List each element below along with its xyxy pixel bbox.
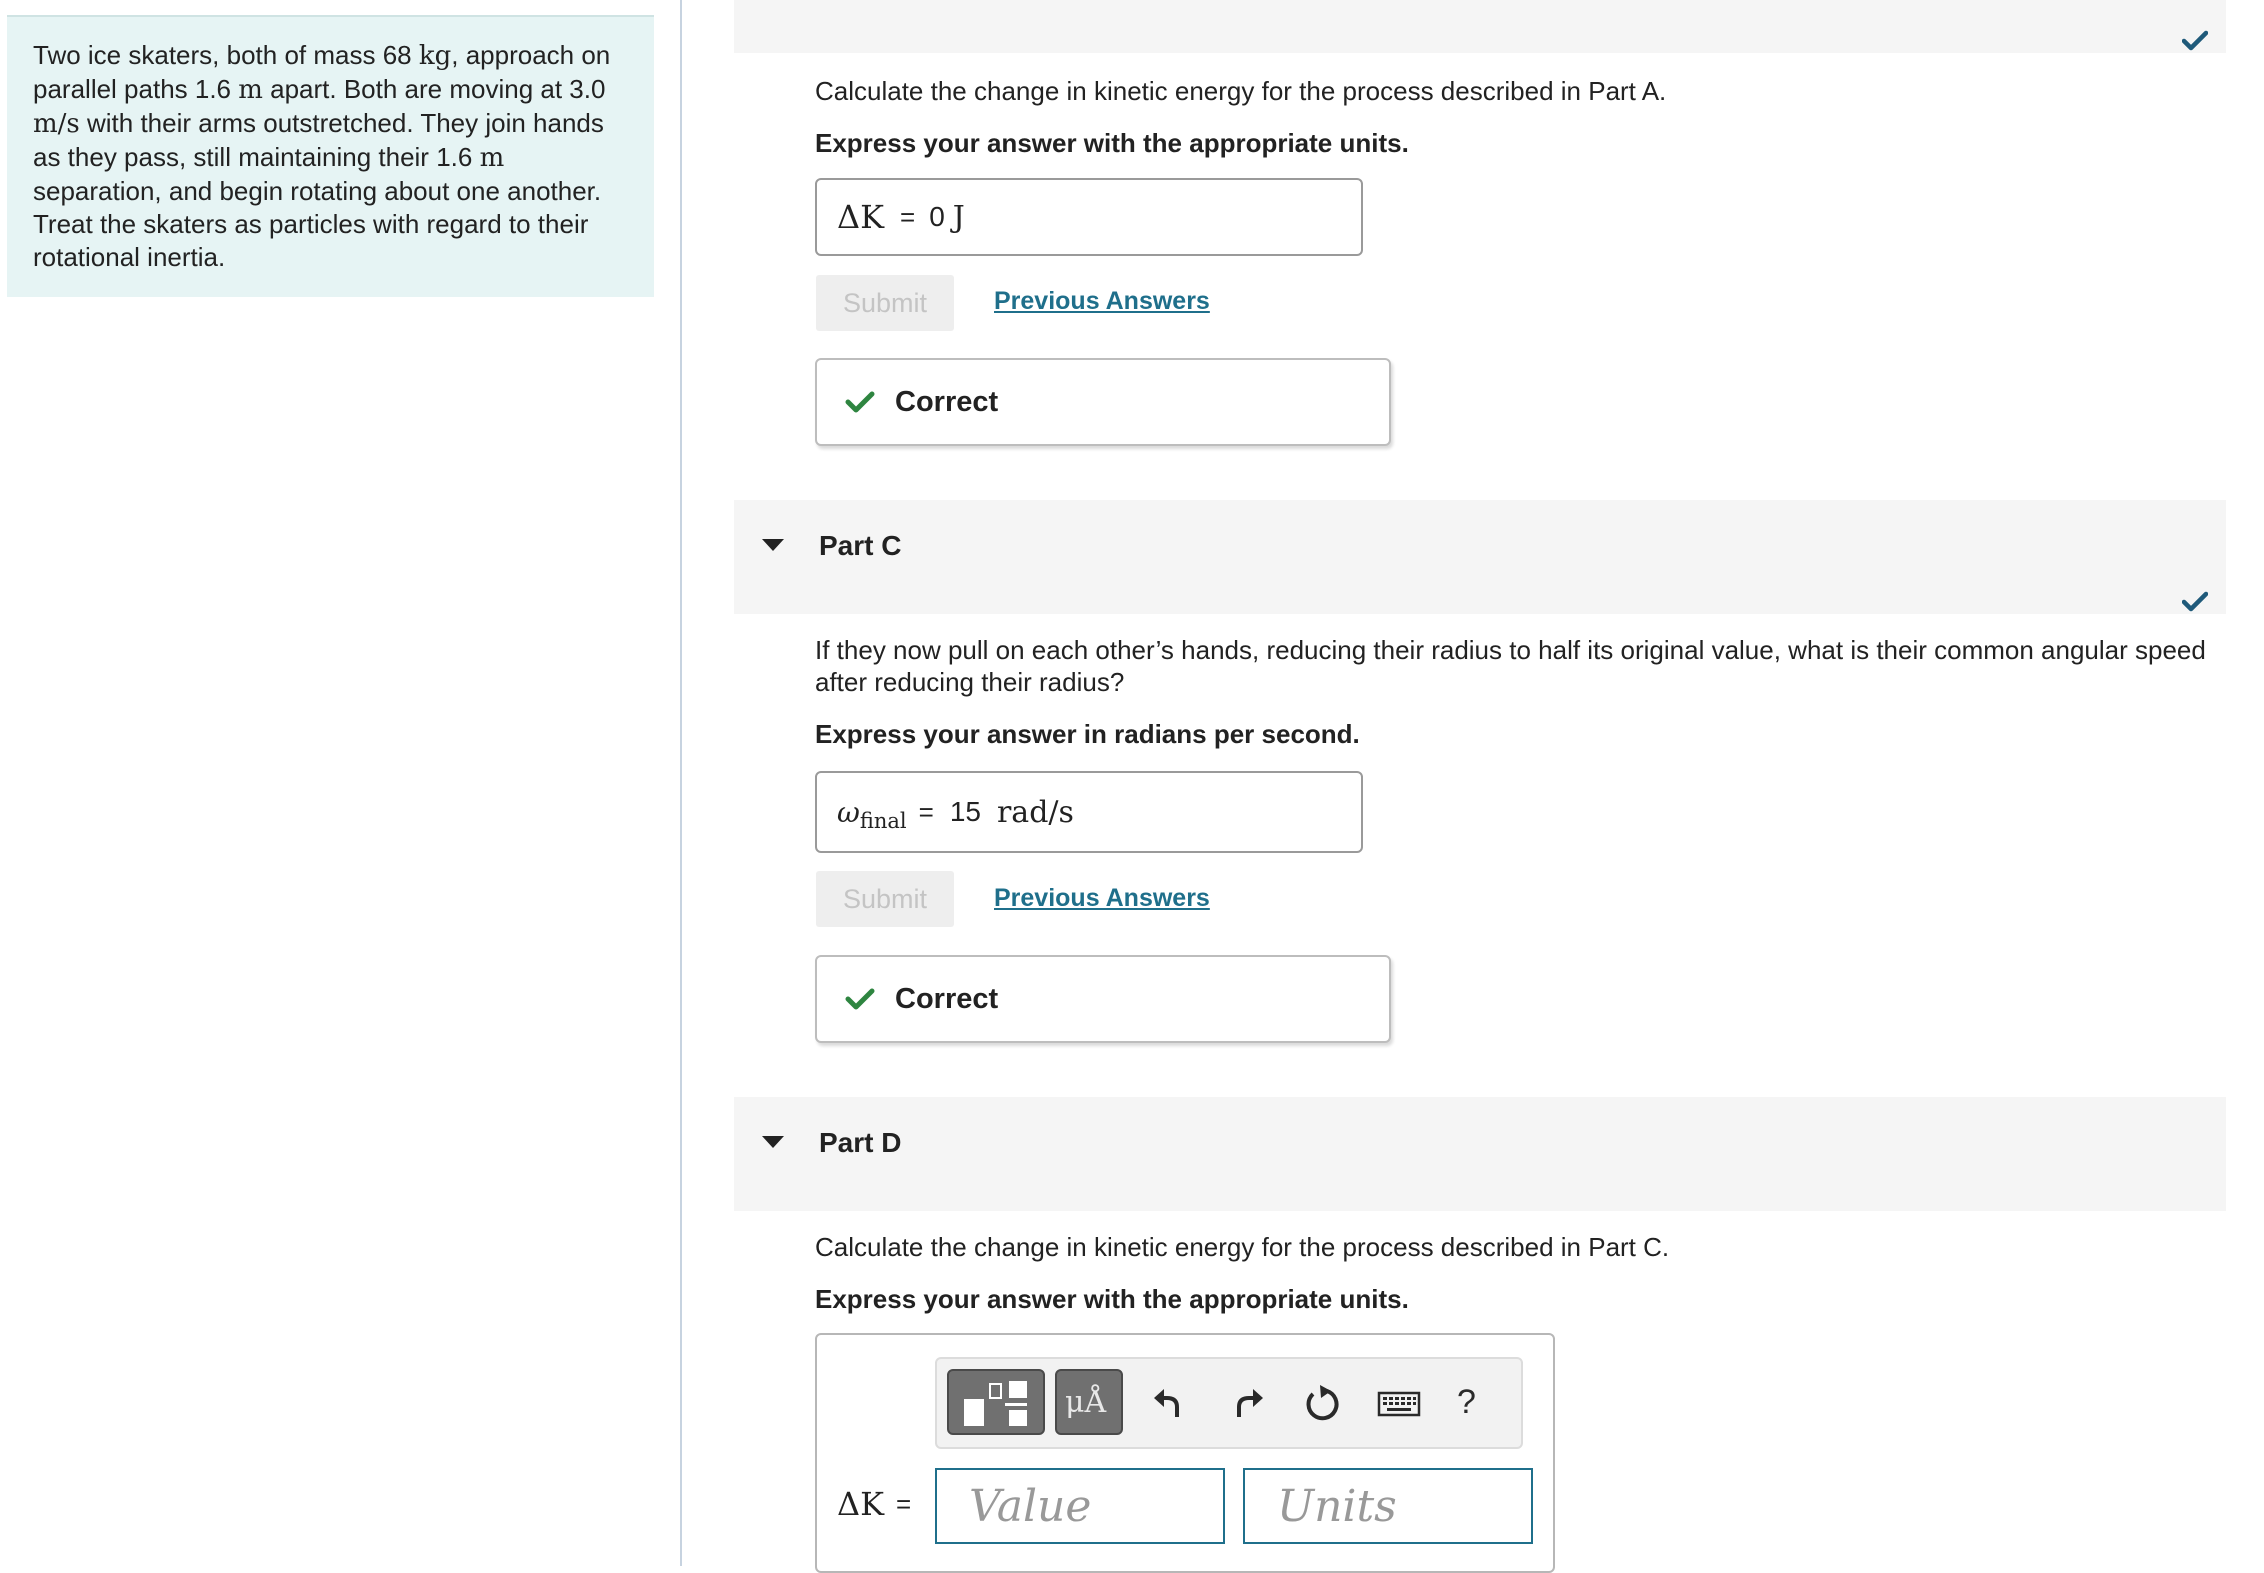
problem-text-3: apart. Both are moving at 3.0	[262, 74, 606, 104]
math-toolbar	[935, 1357, 1523, 1449]
redo-icon[interactable]	[1229, 1385, 1267, 1423]
part-b-feedback	[815, 358, 1391, 446]
part-d-collapse-caret-icon[interactable]	[762, 1136, 784, 1148]
part-c-header[interactable]	[734, 500, 2226, 614]
correct-check-icon	[845, 987, 875, 1011]
unit-kg: kg	[418, 41, 452, 71]
part-d-answer-label	[837, 1485, 911, 1523]
part-c-feedback	[815, 955, 1391, 1043]
part-b-previous-answers-link[interactable]: Previous Answers	[994, 287, 1210, 315]
answer-subscript: final	[859, 808, 907, 833]
part-d-title: Part D	[819, 1127, 902, 1158]
part-b-question: Calculate the change in kinetic energy for the process described in Part A.	[815, 76, 1667, 106]
answer-value: 15	[949, 796, 981, 827]
equals-sign: =	[900, 201, 916, 232]
part-c-submit-button[interactable]: Submit	[816, 871, 954, 927]
undo-icon[interactable]	[1151, 1385, 1189, 1423]
problem-text-1: Two ice skaters, both of mass 68	[33, 40, 419, 70]
part-b-answer-display	[815, 178, 1363, 256]
unit-m: m	[479, 143, 505, 173]
problem-text-4: with their arms outstretched. They join hands as they pass, still maintaining their 1.6	[33, 108, 604, 172]
reset-icon[interactable]	[1303, 1383, 1343, 1425]
equals-sign: =	[896, 1488, 912, 1519]
part-b-submit-button[interactable]: Submit	[816, 275, 954, 331]
answer-value: 0	[929, 201, 945, 232]
part-c-answer-display	[815, 771, 1363, 853]
part-c-collapse-caret-icon[interactable]	[762, 539, 784, 551]
feedback-text: Correct	[895, 982, 999, 1015]
units-symbol: μÅ	[1065, 1385, 1107, 1420]
panel-divider	[680, 0, 682, 1566]
templates-icon	[963, 1379, 1029, 1427]
answer-unit: J	[952, 199, 965, 235]
correct-check-icon	[845, 390, 875, 414]
problem-text-2: , approach on parallel paths 1.6	[33, 40, 611, 104]
part-c-complete-check-icon	[2182, 591, 2208, 613]
part-b-instruction: Express your answer with the appropriate units.	[815, 128, 1409, 158]
part-c-title: Part C	[819, 530, 902, 561]
part-b-header[interactable]	[734, 0, 2226, 53]
part-c-instruction: Express your answer in radians per second.	[815, 719, 1360, 749]
omega-symbol: ω	[837, 795, 860, 829]
problem-statement	[7, 15, 654, 297]
part-d-answer-editor	[815, 1333, 1555, 1573]
unit-m-per-s: m/s	[33, 109, 80, 139]
value-input[interactable]	[935, 1468, 1225, 1544]
help-button[interactable]: ?	[1457, 1383, 1476, 1421]
answer-unit: rad/s	[996, 794, 1074, 830]
keyboard-icon[interactable]	[1377, 1389, 1421, 1419]
unit-m: m	[238, 75, 263, 105]
units-button[interactable]	[1055, 1369, 1123, 1435]
part-c-previous-answers-link[interactable]: Previous Answers	[994, 884, 1210, 912]
part-c-question: If they now pull on each other’s hands, reducing their radius to half its original value, what is their common angular speed after reducing their radius?	[815, 635, 2206, 697]
part-b-complete-check-icon	[2182, 30, 2208, 52]
answer-label: ΔK	[837, 1485, 885, 1523]
part-d-header[interactable]	[734, 1097, 2226, 1211]
units-input[interactable]	[1243, 1468, 1533, 1544]
part-d-instruction: Express your answer with the appropriate units.	[815, 1284, 1409, 1314]
answer-label: ΔK	[837, 198, 885, 236]
part-d-question: Calculate the change in kinetic energy for the process described in Part C.	[815, 1232, 1670, 1262]
feedback-text: Correct	[895, 385, 999, 418]
equals-sign: =	[918, 796, 934, 827]
templates-button[interactable]	[947, 1369, 1045, 1435]
problem-text-5: separation, and begin rotating about one another. Treat the skaters as particles with regard to their rotational inertia.	[33, 176, 602, 272]
answer-label	[837, 795, 907, 833]
